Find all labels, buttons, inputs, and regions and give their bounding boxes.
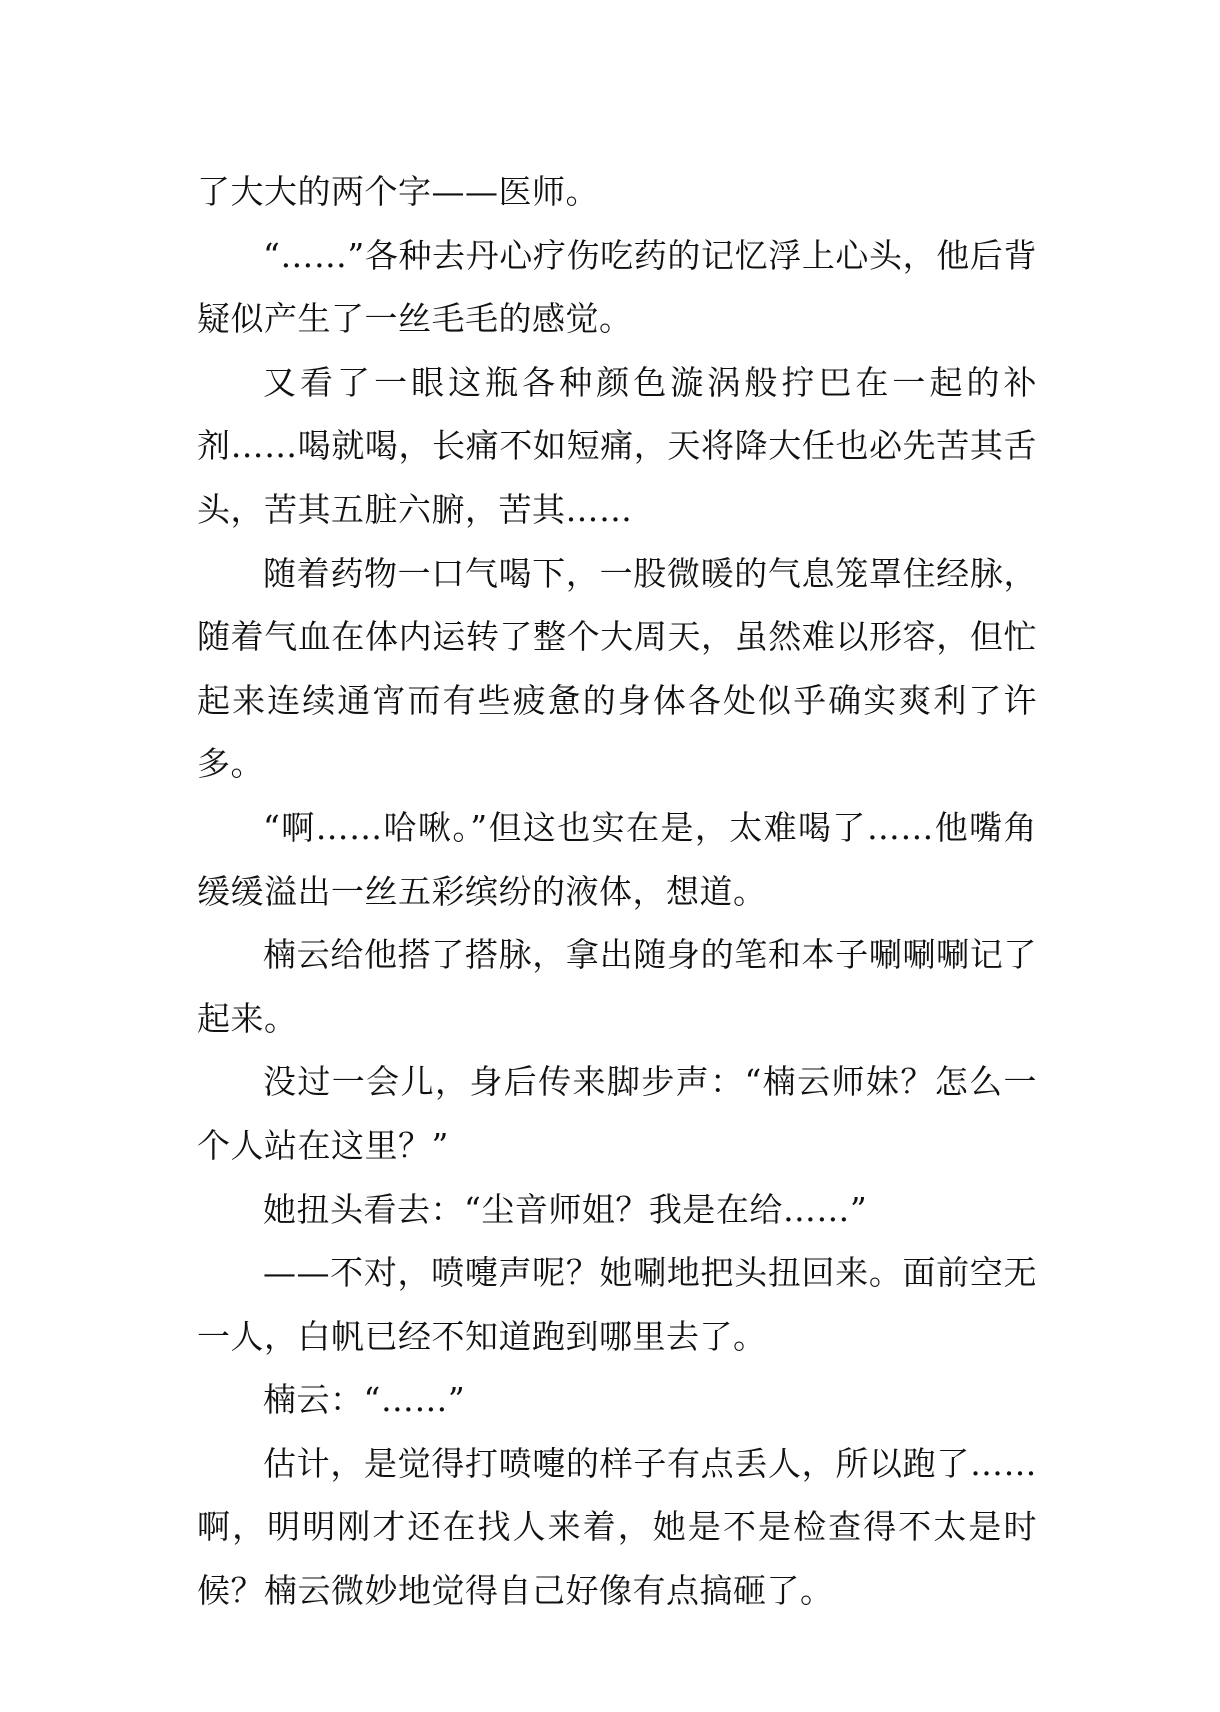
paragraph: 她扭头看去：“尘音师姐？我是在给……” xyxy=(263,1189,868,1229)
paragraph: 随着药物一口气喝下，一股微暖的气息笼罩住经脉，随着气血在体内运转了整个大周天，虽然难以形容，但忙起来连续通宵而有些疲惫的身体各处似乎确实爽利了许多。 xyxy=(197,553,1037,784)
paragraph: 了大大的两个字——医师。 xyxy=(197,172,599,211)
paragraph: “啊……哈啾。”但这也实在是，太难喝了……他嘴角缓缓溢出一丝五彩缤纷的液体，想道。 xyxy=(197,807,1037,911)
body-text xyxy=(197,160,1037,1623)
paragraph: 楠云：“……” xyxy=(263,1380,466,1420)
paragraph: 没过一会儿，身后传来脚步声：“楠云师妹？怎么一个人站在这里？” xyxy=(197,1062,1037,1165)
paragraph: “……”各种去丹心疗伤吃药的记忆浮上心头，他后背疑似产生了一丝毛毛的感觉。 xyxy=(197,235,1037,339)
paragraph: 估计，是觉得打喷嚏的样子有点丢人，所以跑了……啊，明明刚才还在找人来着，她是不是检查得不太是时候？楠云微妙地觉得自己好像有点搞砸了。 xyxy=(197,1443,1037,1611)
paragraph: ——不对，喷嚏声呢？她唰地把头扭回来。面前空无一人，白帆已经不知道跑到哪里去了。 xyxy=(197,1253,1037,1356)
paragraph: 楠云给他搭了搭脉，拿出随身的笔和本子唰唰唰记了起来。 xyxy=(197,935,1037,1038)
paragraph: 又看了一眼这瓶各种颜色漩涡般拧巴在一起的补剂……喝就喝，长痛不如短痛，天将降大任也必先苦其舌头，苦其五脏六腑，苦其…… xyxy=(197,362,1037,529)
